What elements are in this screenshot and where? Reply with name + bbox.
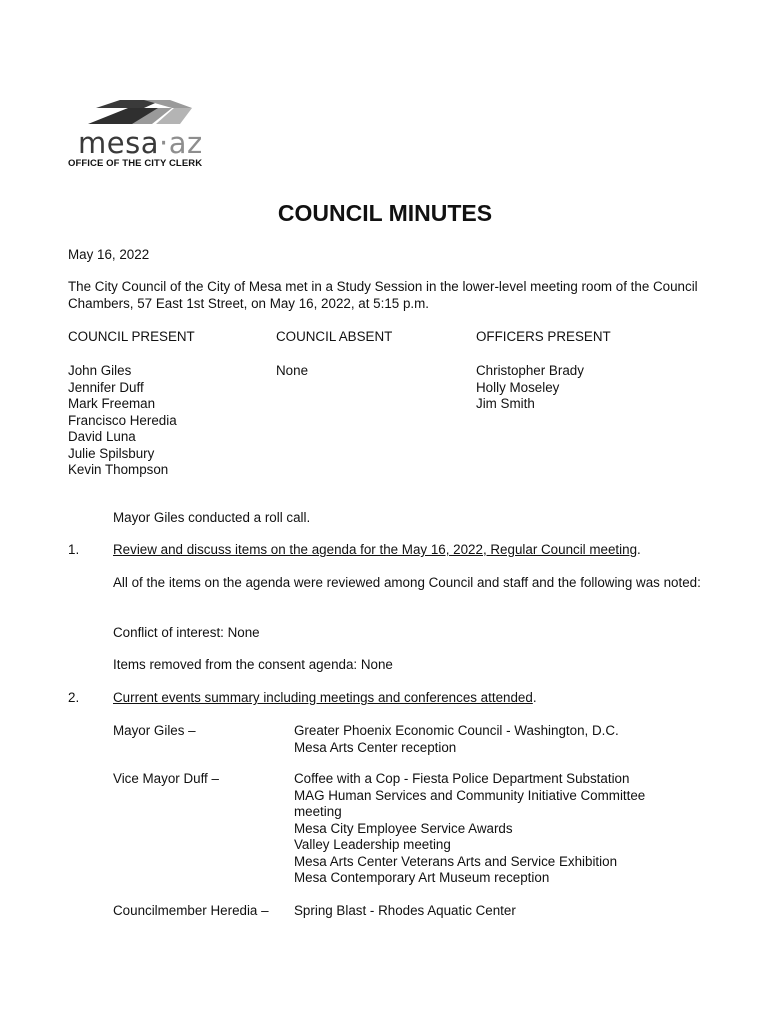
council-absent-header: COUNCIL ABSENT xyxy=(276,329,393,344)
event-list xyxy=(294,771,674,887)
event-list xyxy=(294,903,694,920)
page-title: COUNCIL MINUTES xyxy=(277,200,493,226)
council-absent-list xyxy=(276,363,308,380)
mesa-logo-mark-icon xyxy=(88,96,208,130)
item-2-number: 2. xyxy=(68,690,80,705)
list-item: Mesa Arts Center Veterans Arts and Service Exhibition xyxy=(294,853,618,869)
consent-agenda-removed: Items removed from the consent agenda: None xyxy=(113,657,393,672)
roll-call-text: Mayor Giles conducted a roll call. xyxy=(113,510,311,525)
officers-present-list xyxy=(476,363,584,413)
list-item: Spring Blast - Rhodes Aquatic Center xyxy=(294,903,516,918)
event-list xyxy=(294,723,694,756)
attendee-name: Vice Mayor Duff – xyxy=(113,771,219,786)
list-item: Francisco Heredia xyxy=(68,412,177,428)
list-item: Mesa City Employee Service Awards xyxy=(294,820,513,836)
council-present-list xyxy=(68,363,177,479)
conflict-of-interest: Conflict of interest: None xyxy=(113,625,260,640)
list-item: Coffee with a Cop - Fiesta Police Department Substation xyxy=(294,771,630,786)
officers-present-header: OFFICERS PRESENT xyxy=(476,329,611,344)
list-item: John Giles xyxy=(68,363,132,378)
intro-paragraph: The City Council of the City of Mesa met in a Study Session in the lower-level meeting room of the Council Chambers, 57 East 1st Street, on May 16, 2022, at 5:15 p.m. xyxy=(68,279,698,311)
list-item: Valley Leadership meeting xyxy=(294,837,451,852)
attendee-name: Councilmember Heredia – xyxy=(113,903,269,918)
item-1-paragraph: All of the items on the agenda were reviewed among Council and staff and the following was noted: xyxy=(113,575,701,590)
list-item: Julie Spilsbury xyxy=(68,445,155,461)
list-item: Greater Phoenix Economic Council - Washington, D.C. xyxy=(294,723,619,738)
list-item: Mesa Contemporary Art Museum reception xyxy=(294,870,550,885)
list-item: Mesa Arts Center reception xyxy=(294,739,457,755)
list-item: Jim Smith xyxy=(476,396,535,411)
item-1-number: 1. xyxy=(68,542,80,557)
office-label: OFFICE OF THE CITY CLERK xyxy=(68,158,203,169)
mesa-az-logo xyxy=(78,96,208,158)
list-item: Christopher Brady xyxy=(476,363,584,378)
logo-wordmark: mesa·az xyxy=(78,126,203,160)
list-item: Mark Freeman xyxy=(68,396,156,411)
list-item: Jennifer Duff xyxy=(68,379,144,395)
meeting-date: May 16, 2022 xyxy=(68,247,150,262)
list-item: None xyxy=(276,363,309,378)
list-item: Holly Moseley xyxy=(476,379,560,395)
attendee-name: Mayor Giles – xyxy=(113,723,196,738)
item-1-heading: Review and discuss items on the agenda for the May 16, 2022, Regular Council meeting. xyxy=(113,542,641,557)
item-2-heading: Current events summary including meetings and conferences attended. xyxy=(113,690,537,705)
list-item: MAG Human Services and Community Initiative Committee meeting xyxy=(294,787,646,819)
council-present-header: COUNCIL PRESENT xyxy=(68,329,195,344)
list-item: Kevin Thompson xyxy=(68,462,169,477)
list-item: David Luna xyxy=(68,429,136,444)
